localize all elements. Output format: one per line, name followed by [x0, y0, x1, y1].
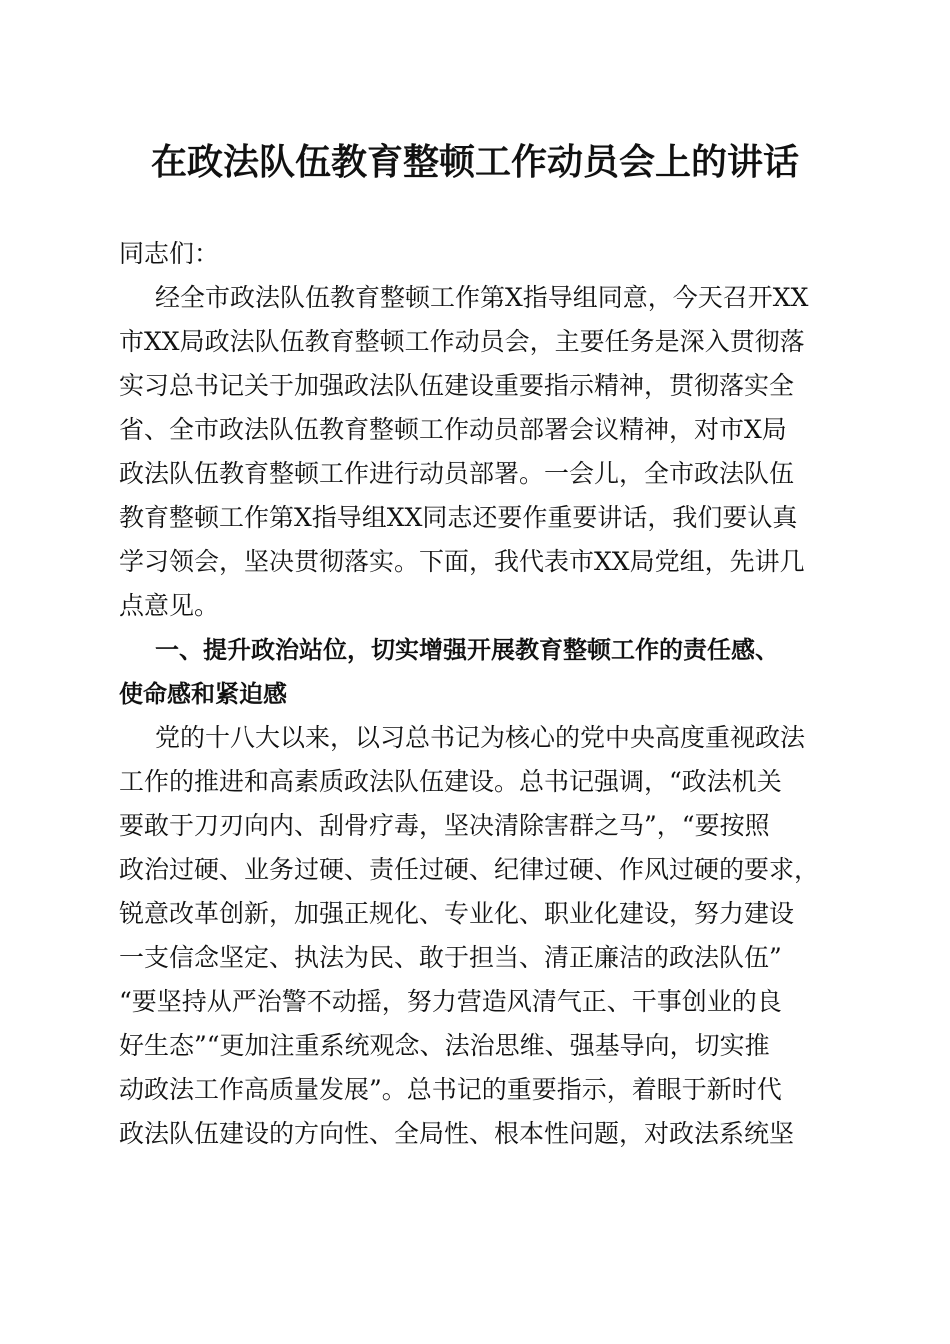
text-line: 市XX局政法队伍教育整顿工作动员会，主要任务是深入贯彻落 [119, 327, 805, 356]
paragraph-section-one [119, 716, 831, 1156]
heading-line: 一、提升政治站位，切实增强开展教育整顿工作的责任感、 [155, 636, 779, 664]
text-line: 锐意改革创新，加强正规化、专业化、职业化建设，努力建设 [119, 899, 795, 928]
text-line: 工作的推进和高素质政法队伍建设。总书记强调，“政法机关 [119, 767, 782, 796]
text-line: 政法队伍建设的方向性、全局性、根本性问题，对政法系统坚 [119, 1119, 795, 1148]
text-line: 教育整顿工作第X指导组XX同志还要作重要讲话，我们要认真 [119, 503, 798, 532]
document-title: 在政法队伍教育整顿工作动员会上的讲话 [150, 141, 799, 183]
text-line: 经全市政法队伍教育整顿工作第X指导组同意，今天召开XX [155, 283, 809, 312]
text-line: 点意见。 [119, 591, 220, 620]
text-line: 政治过硬、业务过硬、责任过硬、纪律过硬、作风过硬的要求， [119, 855, 820, 884]
text-line: 学习领会，坚决贯彻落实。下面，我代表市XX局党组，先讲几 [119, 547, 805, 576]
section-heading [119, 628, 831, 716]
text-line: 实习总书记关于加强政法队伍建设重要指示精神，贯彻落实全 [119, 371, 795, 400]
text-line: 政法队伍教育整顿工作进行动员部署。一会儿，全市政法队伍 [119, 459, 795, 488]
text-line: 一支信念坚定、执法为民、敢于担当、清正廉洁的政法队伍” [119, 943, 782, 972]
heading-line: 使命感和紧迫感 [119, 680, 287, 708]
paragraph-intro [119, 276, 831, 628]
text-line: 动政法工作高质量发展”。总书记的重要指示，着眼于新时代 [119, 1075, 782, 1104]
text-line: 好生态”“更加注重系统观念、法治思维、强基导向，切实推 [119, 1031, 770, 1060]
salutation-line: 同志们： [119, 239, 220, 268]
document-body [119, 232, 831, 1156]
text-line: “要坚持从严治警不动摇，努力营造风清气正、干事创业的良 [119, 987, 782, 1016]
text-line: 要敢于刀刃向内、刮骨疗毒，坚决清除害群之马”，“要按照 [119, 811, 770, 840]
salutation [119, 232, 831, 276]
text-line: 党的十八大以来，以习总书记为核心的党中央高度重视政法 [155, 723, 806, 752]
text-line: 省、全市政法队伍教育整顿工作动员部署会议精神，对市X局 [119, 415, 787, 444]
